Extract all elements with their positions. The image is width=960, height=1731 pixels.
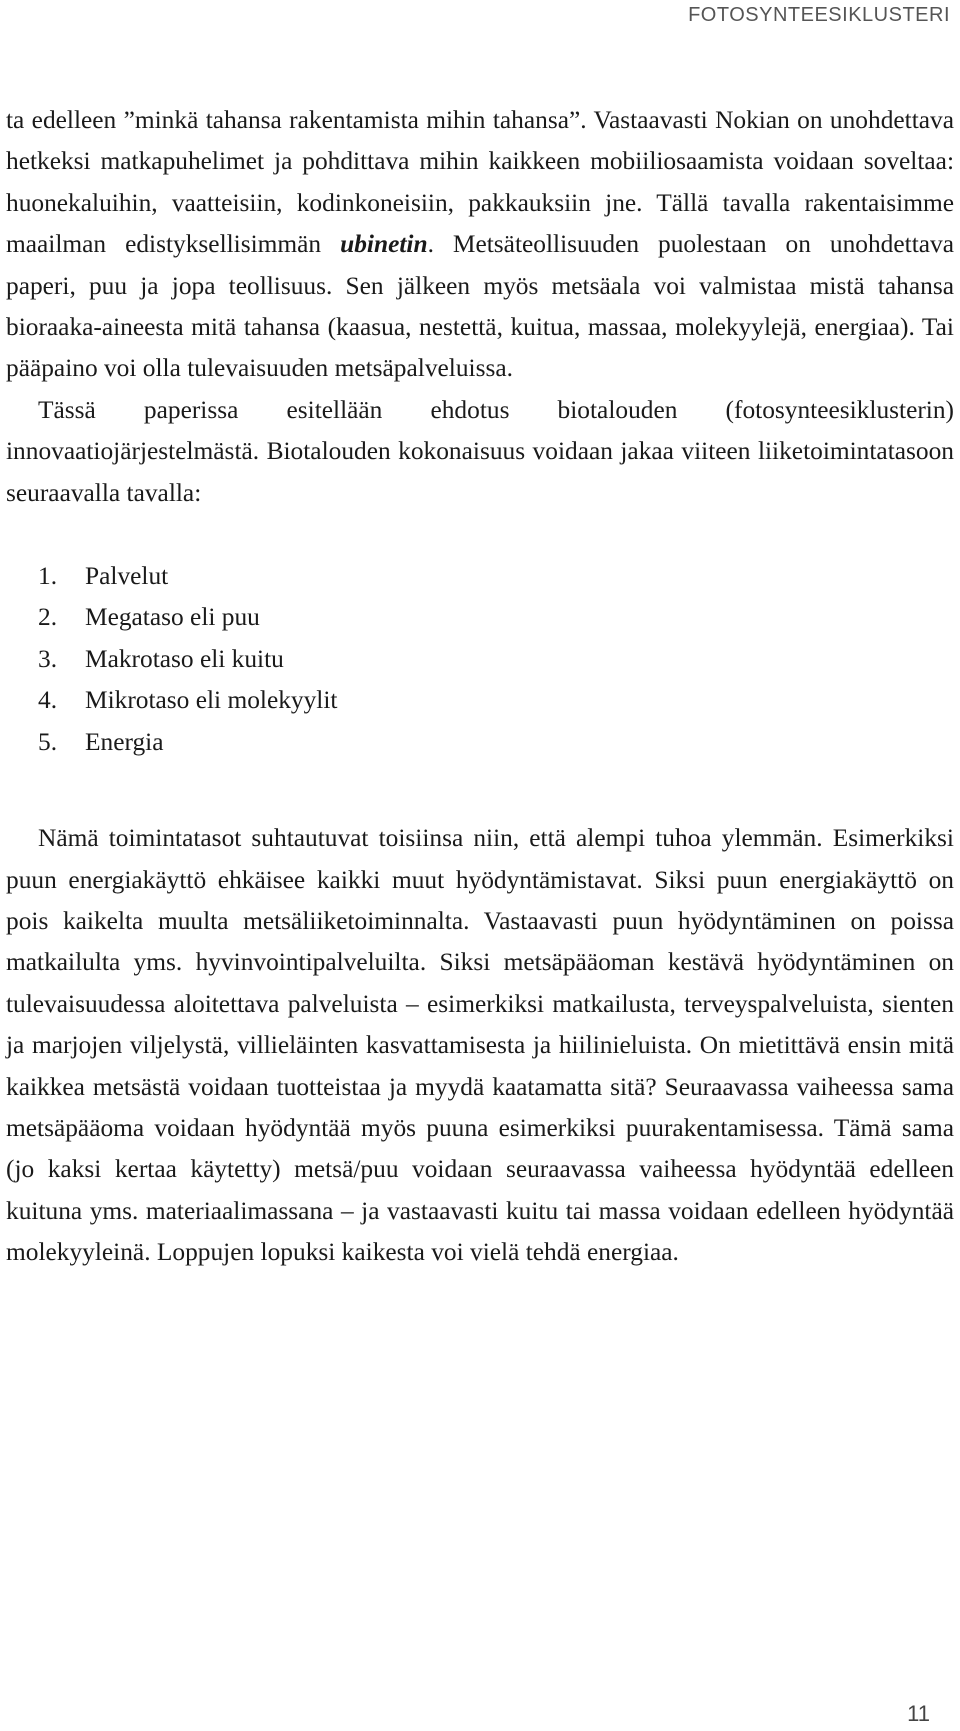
paragraph-intro-text-end: . Metsäteollisuuden puolestaan on unohdettava paperi, puu ja jopa teollisuus. Sen jälkeen myös metsäala voi valmistaa mistä tahansa bioraaka-aineesta mitä tahansa (kaasua, nestettä, kuitua, massaa, molekyylejä, energiaa). Tai pääpaino voi olla tulevaisuuden metsäpalveluissa. [6, 230, 954, 383]
business-levels-list [38, 556, 954, 763]
body-text [6, 100, 954, 1274]
list-item-number: 5. [38, 727, 58, 756]
list-item-label: Energia [85, 727, 164, 756]
list-item [38, 556, 954, 597]
emphasis-ubinetin: ubinetin [340, 230, 428, 259]
list-item-number: 3. [38, 644, 58, 673]
list-item [38, 680, 954, 721]
running-header: FOTOSYNTEESIKLUSTERI [688, 4, 950, 26]
list-item-label: Palvelut [85, 562, 169, 591]
list-item-number: 1. [38, 562, 58, 591]
list-item-label: Megataso eli puu [85, 603, 260, 632]
page-number: 11 [907, 1701, 930, 1726]
list-item [38, 597, 954, 638]
paragraph-proposal: Tässä paperissa esitellään ehdotus biotalouden (fotosynteesiklusterin) innovaatiojärjestelmästä. Biotalouden kokonaisuus voidaan jakaa viiteen liiketoimintatasoon seuraavalla tavalla: [6, 395, 954, 507]
list-item [38, 722, 954, 763]
list-item-label: Makrotaso eli kuitu [85, 644, 284, 673]
list-item-number: 2. [38, 603, 58, 632]
list-item-label: Mikrotaso eli molekyylit [85, 686, 338, 715]
list-item [38, 639, 954, 680]
paragraph-levels-explanation: Nämä toimintatasot suhtautuvat toisiinsa niin, että alempi tuhoa ylemmän. Esimerkiksi puun energiakäyttö ehkäisee kaikki muut hyödyntämistavat. Siksi puun energiakäyttö on pois kaikelta muulta metsäliiketoiminnalta. Vastaavasti puun hyödyntäminen on poissa matkailulta yms. hyvinvointipalveluilta. Siksi metsäpääoman kestävä hyödyntäminen on tulevaisuudessa aloitettava palveluista – esimerkiksi matkailusta, terveyspalveluista, sienten ja marjojen viljelystä, villieläinten kasvattamisesta ja hiilinieluista. On mietittävä ensin mitä kaikkea metsästä voidaan tuotteistaa ja myydä kaatamatta sitä? Seuraavassa vaiheessa sama metsäpääoma voidaan hyödyntää myös puuna esimerkiksi puurakentamisessa. Tämä sama (jo kaksi kertaa käytetty) metsä/puu voidaan seuraavassa vaiheessa hyödyntää edelleen kuituna yms. materiaalimassana – ja vastaavasti kuitu tai massa voidaan edelleen hyödyntää molekyyleinä. Loppujen lopuksi kaikesta voi vielä tehdä energiaa. [6, 824, 954, 1267]
list-item-number: 4. [38, 686, 58, 715]
paragraph-intro [6, 100, 954, 390]
paragraph-intro-text-start: ta edelleen ”minkä tahansa rakentamista mihin tahansa”. Vastaavasti Nokian on unohdettava hetkeksi matkapuhelimet ja pohdittava mihin kaikkeen mobiiliosaamista voidaan soveltaa: huonekaluihin, vaatteisiin, kodinkoneisiin, pakkauksiin jne. Tällä tavalla rakentaisimme maailman edistyksellisimmän [6, 106, 954, 259]
